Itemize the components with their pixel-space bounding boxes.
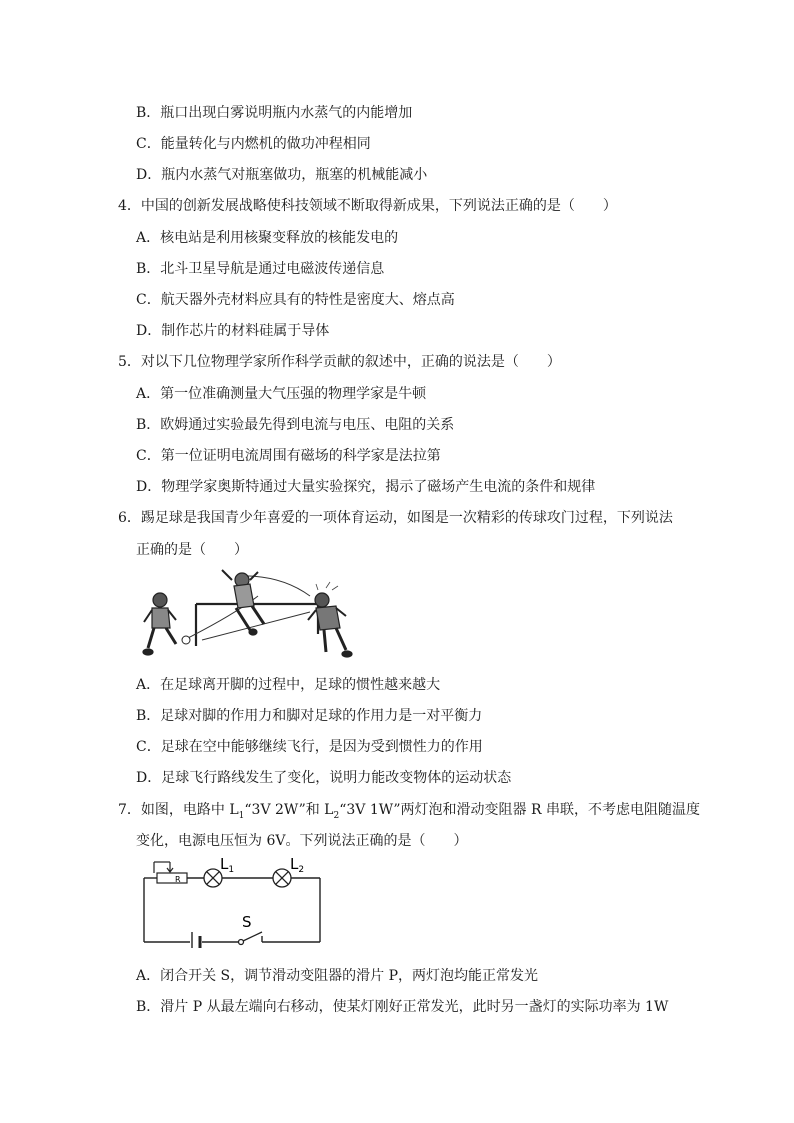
battery (192, 932, 200, 948)
circuit-diagram (140, 856, 326, 948)
motion-lines (316, 582, 338, 590)
q7-stem-line1: 7．如图，电路中 $L_1“3V$ 2W”和 $L_2“3V$ 1W”两灯泡和滑动变阻器 R 串联，不考虑电阻随温度 (118, 802, 700, 821)
q3-option-d: D．瓶内水蒸气对瓶塞做功，瓶塞的机械能减小 (136, 167, 428, 183)
q6-stem-line2: 正确的是（ ） (136, 542, 248, 558)
lamp-l2 (273, 869, 291, 887)
q5-option-b: B．欧姆通过实验最先得到电流与电压、电阻的关系 (136, 417, 455, 433)
lamp-l1-label: $L_1$ (220, 856, 235, 875)
q5-option-c: C．第一位证明电流周围有磁场的科学家是法拉第 (136, 448, 441, 464)
q7-stem-line2: 变化，电源电压恒为 6V。下列说法正确的是（ ） (136, 833, 468, 849)
q4-option-c: C．航天器外壳材料应具有的特性是密度大、熔点高 (136, 292, 455, 308)
q5-option-a: A．第一位准确测量大气压强的物理学家是牛顿 (136, 386, 427, 402)
q6-option-a: A．在足球离开脚的过程中，足球的惯性越来越大 (136, 677, 441, 693)
lamp-l2-label: $L_2$ (290, 856, 305, 875)
rheostat-label: R (175, 875, 181, 884)
switch (239, 932, 263, 945)
q3-option-c: C．能量转化与内燃机的做功冲程相同 (136, 136, 371, 152)
q4-stem: 4．中国的创新发展战略使科技领域不断取得新成果，下列说法正确的是（ ） (118, 198, 617, 214)
q4-option-d: D．制作芯片的材料硅属于导体 (136, 323, 330, 339)
q3-option-b: B．瓶口出现白雾说明瓶内水蒸气的内能增加 (136, 105, 413, 121)
q4-option-a: A．核电站是利用核聚变释放的核能发电的 (136, 230, 399, 246)
q6-option-b: B．足球对脚的作用力和脚对足球的作用力是一对平衡力 (136, 708, 483, 724)
right-player (308, 593, 352, 657)
q4-option-b: B．北斗卫星导航是通过电磁波传递信息 (136, 261, 385, 277)
goal-frame (196, 604, 318, 646)
switch-label: S (242, 913, 252, 931)
q6-option-c: C．足球在空中能够继续飞行，是因为受到惯性力的作用 (136, 739, 483, 755)
rheostat (154, 862, 187, 883)
left-player (143, 593, 176, 655)
q5-option-d: D．物理学家奥斯特通过大量实验探究，揭示了磁场产生电流的条件和规律 (136, 479, 596, 495)
q6-option-d: D．足球飞行路线发生了变化，说明力能改变物体的运动状态 (136, 770, 512, 786)
q6-stem-line1: 6．踢足球是我国青少年喜爱的一项体育运动，如图是一次精彩的传球攻门过程，下列说法 (118, 510, 673, 526)
q7-option-a: A．闭合开关 S，调节滑动变阻器的滑片 P，两灯泡均能正常发光 (136, 968, 539, 984)
q5-stem: 5．对以下几位物理学家所作科学贡献的叙述中，正确的说法是（ ） (118, 354, 561, 370)
soccer-ball (182, 636, 190, 644)
soccer-pass-illustration (140, 566, 374, 664)
q7-option-b: B．滑片 P 从最左端向右移动，使某灯刚好正常发光，此时另一盏灯的实际功率为 1W (136, 999, 669, 1015)
